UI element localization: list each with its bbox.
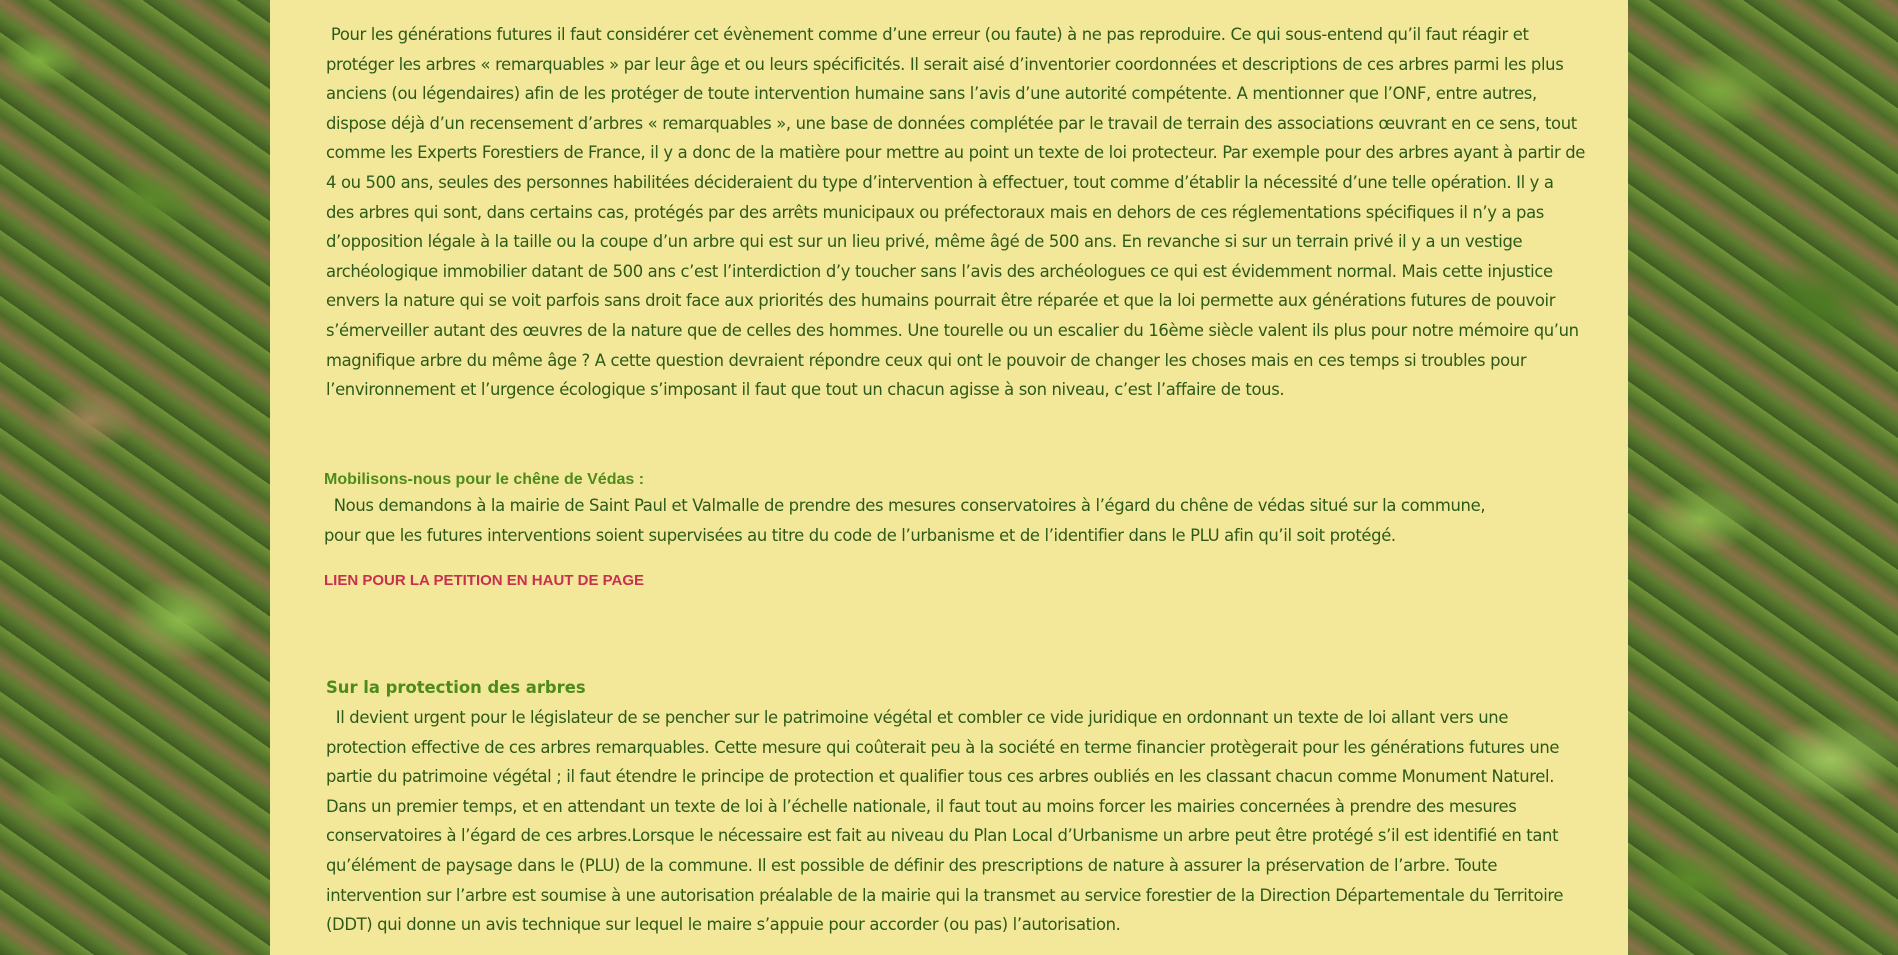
protection-text-block bbox=[326, 703, 1586, 940]
mobilize-line-1: Nous demandons à la mairie de Saint Paul et Valmalle de prendre des mesures conservatoires à l’égard du chêne de védas situé sur la commune, bbox=[324, 496, 1486, 515]
protection-heading: Sur la protection des arbres bbox=[326, 678, 586, 697]
intro-paragraph-block bbox=[326, 20, 1590, 405]
intro-paragraph: Pour les générations futures il faut considérer cet évènement comme d’une erreur (ou faute) à ne pas reproduire. Ce qui sous-entend qu’il faut réagir et protéger les arbres « remarquables » par leur âge et ou leurs spécificités. Il serait aisé d’inventorier coordonnées et descriptions de ces arbres parmi les plus anciens (ou légendaires) afin de les protéger de toute intervention humaine sans l’avis d’une autorité compétente. A mentionner que l’ONF, entre autres, dispose déjà d’un recensement d’arbres « remarquables », une base de données complétée par le travail de terrain des associations œuvrant en ce sens, tout comme les Experts Forestiers de France, il y a donc de la matière pour mettre au point un texte de loi protecteur. Par exemple pour des arbres ayant à partir de 4 ou 500 ans, seules des personnes habilitées décideraient du type d’intervention à effectuer, tout comme d’établir la nécessité d’une telle opération. Il y a des arbres qui sont, dans certains cas, protégés par des arrêts municipaux ou préfectoraux mais en dehors de ces réglementations spécifiques il n’y a pas d’opposition légale à la taille ou la coupe d’un arbre qui est sur un lieu privé, même âgé de 500 ans. En revanche si sur un terrain privé il y a un vestige archéologique immobilier datant de 500 ans c’est l’interdiction d’y toucher sans l’avis des archéologues ce qui est évidemment normal. Mais cette injustice envers la nature qui se voit parfois sans droit face aux priorités des humains pourrait être réparée et que la loi permette aux générations futures de pouvoir s’émerveiller autant des œuvres de la nature que de celles des hommes. Une tourelle ou un escalier du 16ème siècle valent ils plus pour notre mémoire qu’un magnifique arbre du même âge ? A cette question devraient répondre ceux qui ont le pouvoir de changer les choses mais en ces temps si troubles pour l’environnement et l’urgence écologique s’imposant il faut que tout un chacun agisse à son niveau, c’est l’affaire de tous. bbox=[326, 25, 1590, 400]
content-panel bbox=[270, 0, 1628, 955]
petition-link[interactable]: LIEN POUR LA PETITION EN HAUT DE PAGE bbox=[324, 572, 645, 589]
mobilize-heading: Mobilisons-nous pour le chêne de Védas : bbox=[324, 471, 645, 488]
mobilize-text-block bbox=[324, 491, 1604, 550]
protection-paragraph-2: Dans un premier temps, et en attendant un texte de loi à l’échelle nationale, il faut tout au moins forcer les mairies concernées à prendre des mesures conservatoires à l’égard de ces arbres.Lorsque le nécessaire est fait au niveau du Plan Local d’Urbanisme un arbre peut être protégé s’il est identifié en tant qu’élément de paysage dans le (PLU) de la commune. Il est possible de définir des prescriptions de nature à assurer la préservation de l’arbre. Toute intervention sur l’arbre est soumise à une autorisation préalable de la mairie qui la transmet au service forestier de la Direction Départementale du Territoire (DDT) qui donne un avis technique sur lequel le maire s’appuie pour accorder (ou pas) l’autorisation. bbox=[326, 796, 1564, 935]
protection-paragraph-1: Il devient urgent pour le législateur de se pencher sur le patrimoine végétal et combler ce vide juridique en ordonnant un texte de loi allant vers une protection effective de ces arbres remarquables. Cette mesure qui coûterait peu à la société en terme financier protègerait pour les générations futures une partie du patrimoine végétal ; il faut étendre le principe de protection et qualifier tous ces arbres oubliés en les classant chacun comme Monument Naturel. bbox=[326, 708, 1565, 787]
mobilize-line-2: pour que les futures interventions soient supervisées au titre du code de l’urbanisme et de l’identifier dans le PLU afin qu’il soit protégé. bbox=[324, 525, 1396, 545]
